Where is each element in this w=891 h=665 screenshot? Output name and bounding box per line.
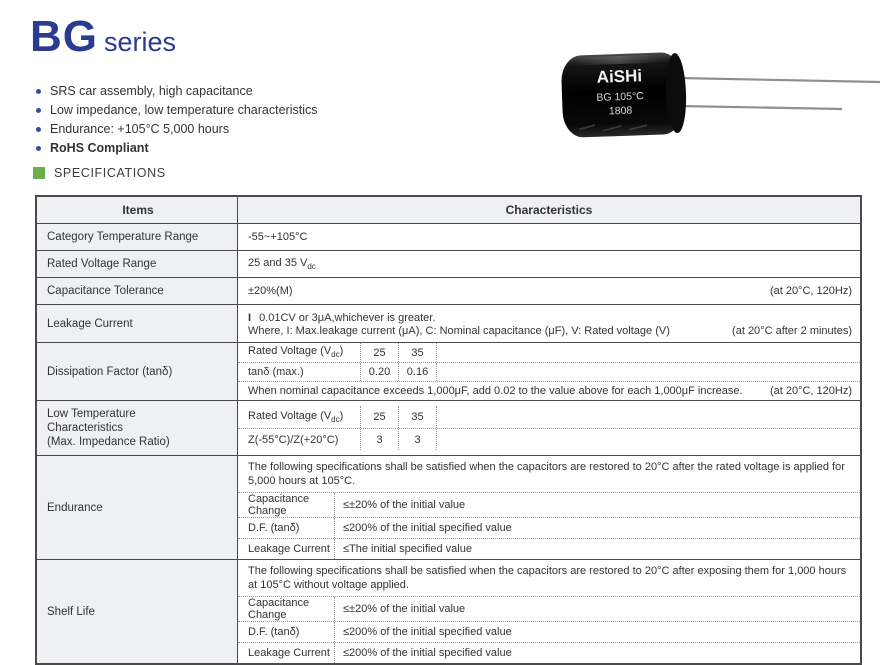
shelf-life-spec-row: Leakage Current ≤200% of the initial specified value: [238, 642, 860, 663]
endurance-spec-row: Leakage Current ≤The initial specified value: [238, 538, 860, 559]
table-header-row: [37, 197, 860, 223]
header-characteristics: Characteristics: [238, 197, 860, 223]
dissipation-voltage-25: 25: [360, 343, 398, 362]
lowtemp-impedance-row: Z(-55°C)/Z(+20°C) 3 3: [238, 428, 860, 450]
dissipation-footnote-row: [238, 381, 860, 400]
series-code: BG: [30, 12, 98, 61]
feature-item: Endurance: +105°C 5,000 hours: [36, 120, 317, 139]
tan-max-25: 0.20: [360, 363, 398, 381]
specifications-title: SPECIFICATIONS: [54, 166, 166, 180]
condition-note: (at 20°C after 2 minutes): [732, 324, 852, 337]
shelf-life-spec-row: Capacitance Change ≤±20% of the initial value: [238, 597, 860, 621]
table-row-category-temperature: Category Temperature Range -55~+105°C: [37, 223, 860, 250]
endurance-intro: The following specifications shall be satisfied when the capacitors are restored to 20°C after the rated voltage is applied for 5,000 hours at 105°C.: [238, 456, 860, 493]
dissipation-footnote: When nominal capacitance exceeds 1,000μF, add 0.02 to the value above for each 1,000μF increase.: [248, 385, 743, 397]
category-temperature-value: -55~+105°C: [248, 231, 308, 243]
capacitor-brand-text: AiSHi: [596, 66, 643, 87]
specifications-section-header: [33, 166, 166, 180]
bullet-icon: [36, 89, 41, 94]
feature-item: Low impedance, low temperature characteristics: [36, 101, 317, 120]
rated-voltage-value: 25 and 35 $V_{dc}$: [248, 256, 316, 272]
feature-item-rohs: RoHS Compliant: [36, 139, 317, 158]
capacitor-illustration: [550, 42, 885, 147]
impedance-ratio-35: 3: [398, 429, 436, 450]
dissipation-voltage-35: 35: [398, 343, 436, 362]
tan-max-35: 0.16: [398, 363, 436, 381]
table-row-rated-voltage: Rated Voltage Range 25 and 35 $V_{dc}$: [37, 250, 860, 277]
lowtemp-voltage-25: 25: [360, 406, 398, 428]
capacitance-tolerance-value: ±20%(M): [248, 285, 293, 297]
bullet-icon: [36, 146, 41, 151]
shelf-life-intro: The following specifications shall be satisfied when the capacitors are restored to 20°C after exposing them for 1,000 hours at 105°C without voltage applied.: [238, 560, 860, 597]
table-row-low-temperature: Low Temperature Characteristics (Max. Impedance Ratio) Rated Voltage $(V_{dc})$ 25 35 Z(-55°C)/Z(+20°C) 3 3: [37, 400, 860, 455]
table-row-leakage-current: Leakage Current I 0.01CV or 3μA,whichever is greater. Where, I: Max.leakage current (μA), C: Nominal capacitance (μF), V: Rated voltage (V) (at 20°C after 2 minutes): [37, 304, 860, 342]
dissipation-rated-voltage-row: Rated Voltage $(V_{dc})$ 25 35: [238, 343, 860, 362]
leakage-formula: I 0.01CV or 3μA,whichever is greater.: [248, 311, 436, 324]
condition-note: (at 20°C, 120Hz): [769, 385, 852, 397]
capacitor-lead-bottom: [678, 106, 842, 109]
condition-note: (at 20°C, 120Hz): [769, 285, 852, 297]
specifications-table: [35, 195, 862, 665]
bullet-icon: [36, 108, 41, 113]
table-row-dissipation-factor: Dissipation Factor (tanδ) Rated Voltage $(V_{dc})$ 25 35 tanδ (max.) 0.20 0.16 When nominal capacitance exceeds 1,000μF, add 0.02 to the value above for each 1,000μF increase. (at 20°C, 120Hz): [37, 342, 860, 400]
endurance-spec-row: D.F. (tanδ) ≤200% of the initial specified value: [238, 517, 860, 538]
table-row-capacitance-tolerance: Capacitance Tolerance ±20%(M) (at 20°C, 120Hz): [37, 277, 860, 304]
table-row-endurance: Endurance The following specifications shall be satisfied when the capacitors are restored to 20°C after the rated voltage is applied for 5,000 hours at 105°C. Capacitance Change ≤±20% of the initial value D.F. (tanδ) ≤200% of the initial specified value Leakage Current ≤The initial specified value: [37, 455, 860, 559]
capacitor-lead-top: [678, 78, 880, 82]
bullet-icon: [36, 127, 41, 132]
header-items: Items: [37, 197, 238, 223]
specifications-bullet-icon: [33, 167, 45, 179]
series-word: series: [104, 27, 177, 57]
lowtemp-rated-voltage-row: Rated Voltage $(V_{dc})$ 25 35: [238, 406, 860, 428]
shelf-life-spec-row: D.F. (tanδ) ≤200% of the initial specified value: [238, 621, 860, 642]
feature-list: [36, 82, 317, 158]
leakage-where: Where, I: Max.leakage current (μA), C: Nominal capacitance (μF), V: Rated voltage (V): [248, 324, 670, 337]
impedance-ratio-25: 3: [360, 429, 398, 450]
dissipation-tan-row: tanδ (max.) 0.20 0.16: [238, 362, 860, 381]
capacitor-product-image: [550, 42, 885, 147]
capacitor-datecode-text: 1808: [608, 104, 633, 118]
feature-item: SRS car assembly, high capacitance: [36, 82, 317, 101]
table-row-shelf-life: Shelf Life The following specifications shall be satisfied when the capacitors are restored to 20°C after exposing them for 1,000 hours at 105°C without voltage applied. Capacitance Change ≤±20% of the initial value D.F. (tanδ) ≤200% of the initial specified value Leakage Current ≤200% of the initial specified value: [37, 559, 860, 663]
capacitor-series-text: BG 105°C: [596, 90, 644, 104]
page-title: [30, 12, 176, 62]
lowtemp-voltage-35: 35: [398, 406, 436, 428]
endurance-spec-row: Capacitance Change ≤±20% of the initial value: [238, 493, 860, 517]
